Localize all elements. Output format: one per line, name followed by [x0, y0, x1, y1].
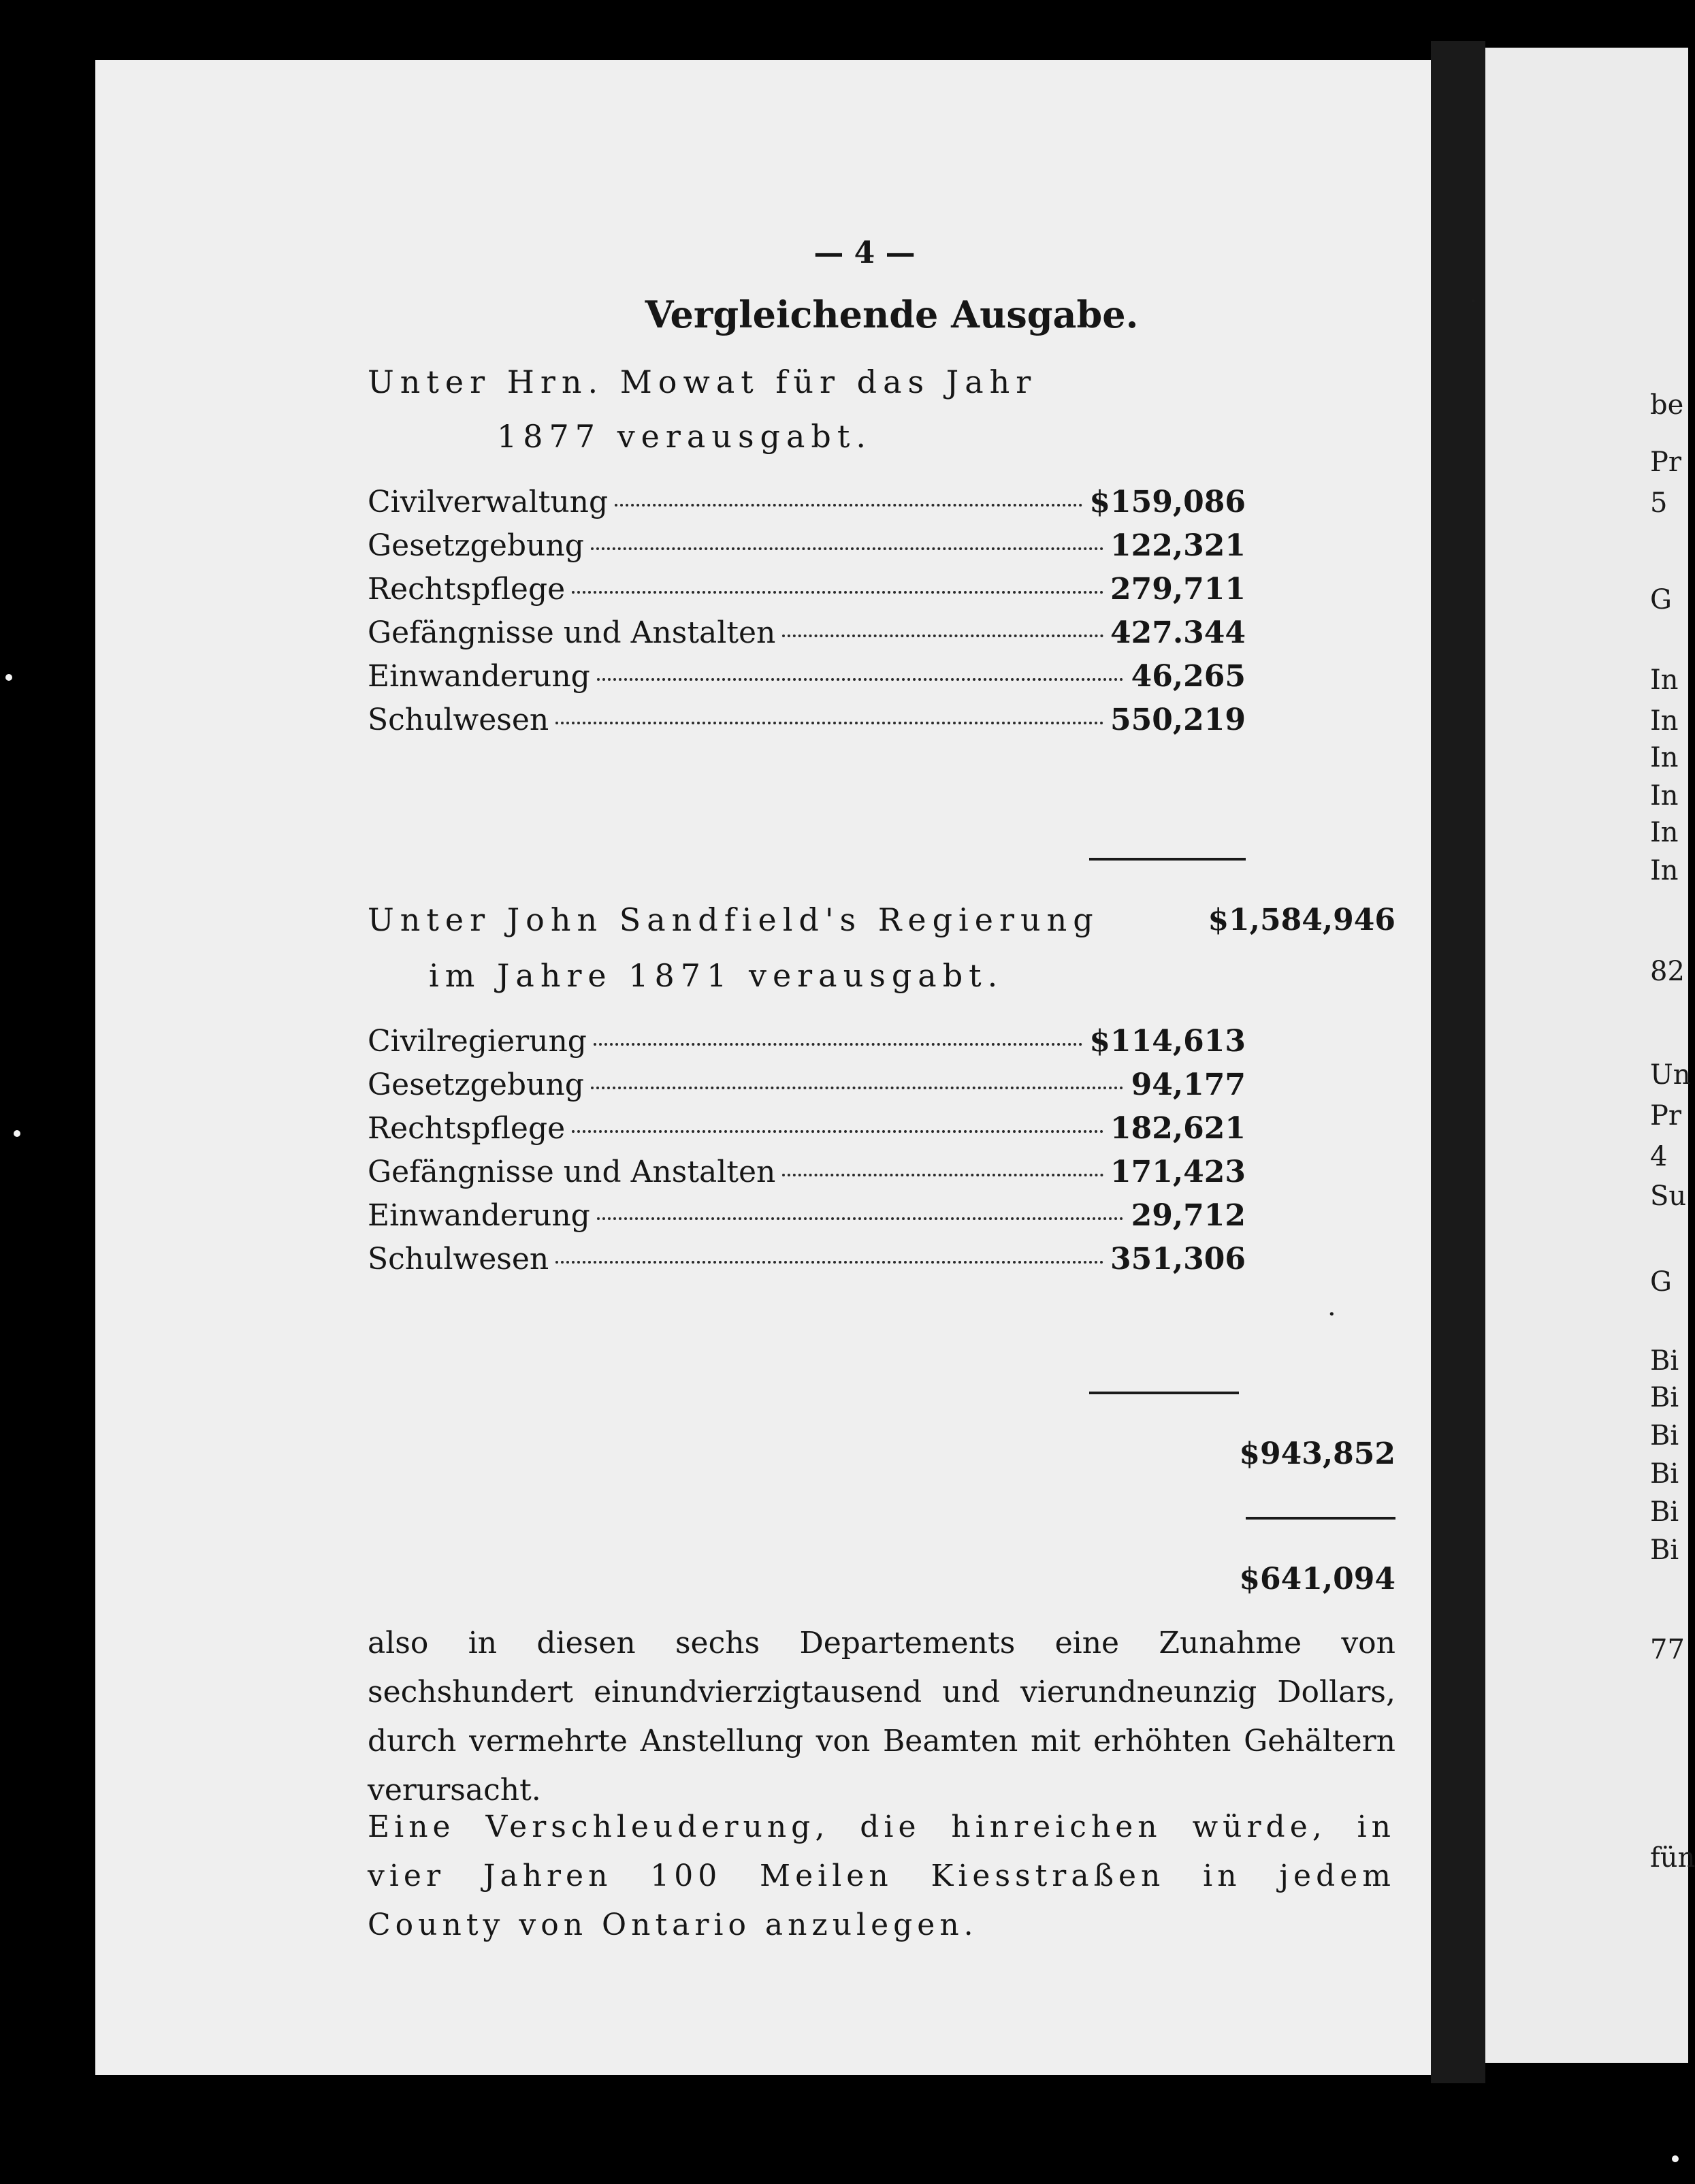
right-page-fragment: be — [1650, 389, 1684, 421]
table-row — [368, 485, 1246, 528]
right-page-fragment: In — [1650, 817, 1679, 848]
section-subheading-sandfield: im Jahre 1871 verausgabt. — [429, 957, 1004, 994]
row-amount: $159,086 — [1089, 485, 1246, 519]
row-label: Gesetzgebung — [368, 528, 584, 563]
right-page-fragment: Pr — [1650, 447, 1682, 478]
table-row — [368, 1242, 1246, 1285]
right-page-fragment: 5 — [1650, 487, 1668, 519]
table-row — [368, 1024, 1246, 1067]
row-amount: 171,423 — [1110, 1155, 1246, 1189]
right-page-fragment: Bi — [1650, 1535, 1679, 1566]
row-amount: 29,712 — [1131, 1198, 1246, 1233]
scan-speck — [14, 1130, 20, 1137]
scan-speck: · — [1469, 286, 1478, 317]
leader-dots — [555, 1261, 1103, 1264]
right-page-fragment: G — [1650, 584, 1672, 615]
expense-table-mowat — [368, 485, 1246, 746]
right-page-fragment: Un — [1650, 1059, 1691, 1091]
row-label: Rechtspflege — [368, 572, 566, 607]
right-page-fragment: 4 — [1650, 1141, 1668, 1172]
right-page-fragment: In — [1650, 664, 1679, 696]
row-amount: 427.344 — [1110, 615, 1246, 650]
closing-paragraph: Eine Verschleuderung, die hinreichen würde, in vier Jahren 100 Meilen Kiesstraßen in jedem County von Ontario anzulegen. — [368, 1810, 1395, 1942]
table-row — [368, 1111, 1246, 1155]
row-amount: 46,265 — [1131, 659, 1246, 694]
sum-rule — [1089, 858, 1246, 861]
table-row — [368, 1198, 1246, 1242]
right-page-fragment: 82 — [1650, 956, 1685, 987]
row-label: Einwanderung — [368, 1198, 590, 1233]
right-page-fragment: Bi — [1650, 1345, 1679, 1377]
row-amount: 550,219 — [1110, 703, 1246, 737]
table-row — [368, 1155, 1246, 1198]
book-page-right-edge — [1485, 48, 1691, 2063]
row-amount: 351,306 — [1110, 1242, 1246, 1276]
scan-speck: · — [1327, 1299, 1336, 1330]
leader-dots — [591, 547, 1103, 550]
row-label: Gefängnisse und Anstalten — [368, 615, 776, 650]
table-row — [368, 528, 1246, 572]
right-page-fragment: Bi — [1650, 1496, 1679, 1528]
book-page-left — [95, 60, 1431, 2075]
right-page-fragment: Bi — [1650, 1458, 1679, 1490]
table-row — [368, 703, 1246, 746]
section-heading-mowat: Unter Hrn. Mowat für das Jahr — [368, 364, 1037, 400]
row-amount: 94,177 — [1131, 1067, 1246, 1102]
row-label: Schulwesen — [368, 703, 549, 737]
right-page-fragment: fün — [1650, 1842, 1695, 1874]
row-label: Gefängnisse und Anstalten — [368, 1155, 776, 1189]
leader-dots — [594, 1043, 1082, 1046]
right-page-fragment: Bi — [1650, 1420, 1679, 1451]
row-label: Schulwesen — [368, 1242, 549, 1276]
leader-dots — [555, 722, 1103, 724]
row-label: Einwanderung — [368, 659, 590, 694]
right-page-fragment: In — [1650, 742, 1679, 773]
leader-dots — [591, 1087, 1123, 1089]
section-total-sandfield: $943,852 — [1239, 1436, 1395, 1471]
table-row — [368, 615, 1246, 659]
row-label: Gesetzgebung — [368, 1067, 584, 1102]
scan-speck — [5, 674, 12, 681]
table-row — [368, 659, 1246, 703]
difference-total: $641,094 — [1239, 1562, 1395, 1596]
scan-speck — [1672, 2155, 1679, 2162]
book-gutter — [1431, 41, 1485, 2083]
row-amount: 279,711 — [1110, 572, 1246, 607]
leader-dots — [782, 635, 1103, 637]
right-page-fragment: Pr — [1650, 1100, 1682, 1131]
right-page-fragment: In — [1650, 855, 1679, 886]
right-page-fragment: Bi — [1650, 1382, 1679, 1413]
leader-dots — [597, 678, 1123, 681]
difference-rule — [1246, 1517, 1395, 1520]
row-amount: $114,613 — [1089, 1024, 1246, 1059]
sum-rule — [1089, 1392, 1239, 1394]
section-heading-sandfield: Unter John Sandfield's Regierung — [368, 901, 1099, 938]
expense-table-sandfield — [368, 1024, 1246, 1285]
right-page-fragment: G — [1650, 1266, 1672, 1298]
row-label: Civilverwaltung — [368, 485, 609, 519]
leader-dots — [597, 1217, 1123, 1220]
leader-dots — [572, 1130, 1103, 1133]
row-amount: 182,621 — [1110, 1111, 1246, 1146]
right-page-fragment: 77 — [1650, 1634, 1685, 1665]
row-label: Civilregierung — [368, 1024, 587, 1059]
table-row — [368, 1067, 1246, 1111]
page-title: Vergleichende Ausgabe. — [645, 293, 1139, 336]
row-label: Rechtspflege — [368, 1111, 566, 1146]
body-paragraph: also in diesen sechs Departements eine Zunahme von sechshundert einundvierzigtausend und vierundneunzig Dollars, durch vermehrte Anstellung von Beamten mit erhöhten Gehältern verursacht. — [368, 1626, 1395, 1808]
right-page-fragment: Su — [1650, 1181, 1687, 1212]
row-amount: 122,321 — [1110, 528, 1246, 563]
section-total-mowat: $1,584,946 — [1208, 903, 1395, 937]
page-number: — 4 — — [813, 236, 916, 270]
right-page-fragment: In — [1650, 705, 1679, 737]
leader-dots — [615, 504, 1082, 507]
table-row — [368, 572, 1246, 615]
right-page-fragment: In — [1650, 780, 1679, 812]
leader-dots — [782, 1174, 1103, 1176]
section-subheading-mowat: 1877 verausgabt. — [497, 418, 872, 455]
leader-dots — [572, 591, 1103, 594]
